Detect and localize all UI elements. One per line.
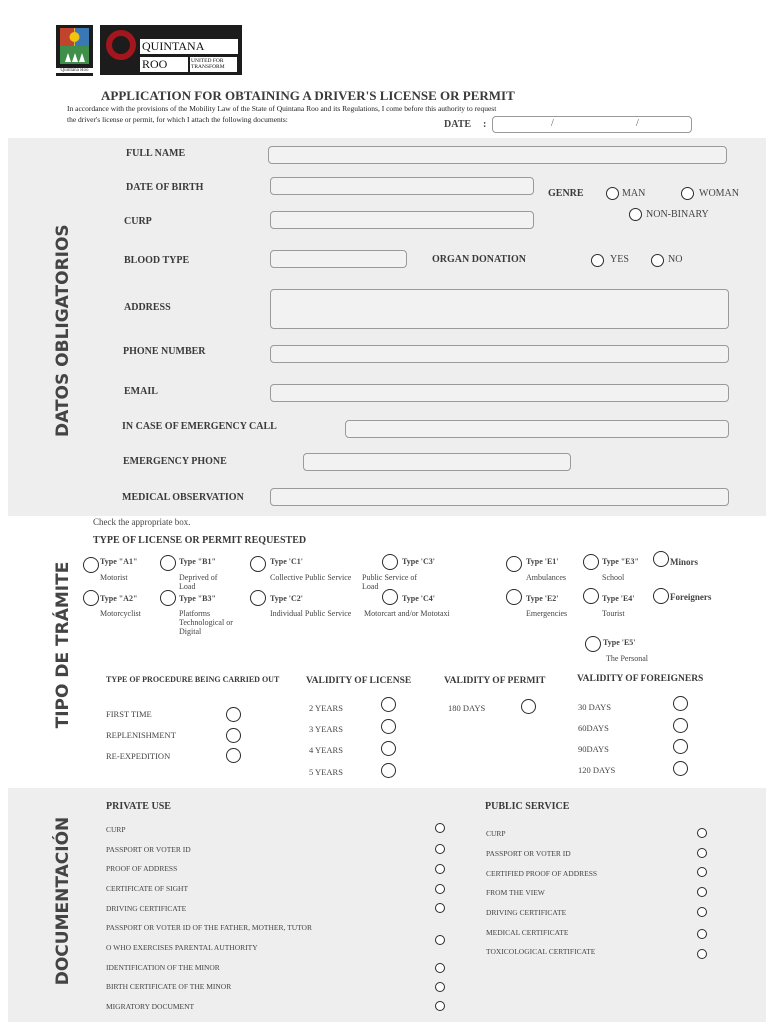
type-c4-desc: Motorcart and/or Mototaxi <box>364 609 450 618</box>
date-separator-1: / <box>551 118 554 129</box>
type-e2-code: Type 'E2' <box>526 594 559 603</box>
public-item-checkbox[interactable] <box>697 828 707 838</box>
type-b3-code: Type "B3" <box>179 594 216 603</box>
license-4-years-label: 4 YEARS <box>309 745 343 755</box>
genre-man-label: MAN <box>622 188 646 199</box>
intro-line-2: the driver's license or permit, for which I attach the following documents: <box>67 115 288 124</box>
genre-non-binary-radio[interactable] <box>629 208 642 221</box>
license-3-years-radio[interactable] <box>381 719 396 734</box>
type-e1-radio[interactable] <box>506 556 522 572</box>
organ-donation-label: ORGAN DONATION <box>432 254 526 265</box>
private-use-heading: PRIVATE USE <box>106 801 171 812</box>
private-item: CERTIFICATE OF SIGHT <box>106 884 189 893</box>
genre-non-binary-label: NON-BINARY <box>646 209 709 220</box>
public-item-checkbox[interactable] <box>697 907 707 917</box>
type-c4-radio[interactable] <box>382 589 398 605</box>
private-item-checkbox[interactable] <box>435 864 445 874</box>
type-e1-desc: Ambulances <box>526 573 566 582</box>
brand-tagline: UNITED FOR TRANSFORM <box>190 57 237 72</box>
type-c2-radio[interactable] <box>250 590 266 606</box>
type-e1-code: Type 'E1' <box>526 557 559 566</box>
emergency-phone-label: EMERGENCY PHONE <box>123 456 227 467</box>
organ-donation-no-radio[interactable] <box>651 254 664 267</box>
type-b3-radio[interactable] <box>160 590 176 606</box>
procedure-first-time-label: FIRST TIME <box>106 709 152 719</box>
public-item: CURP <box>486 829 506 838</box>
type-e3-code: Type "E3" <box>602 557 639 566</box>
private-item: CURP <box>106 825 126 834</box>
blood-type-label: BLOOD TYPE <box>124 255 190 266</box>
form-title: APPLICATION FOR OBTAINING A DRIVER'S LICENSE OR PERMIT <box>101 88 515 103</box>
license-3-years-label: 3 YEARS <box>309 724 343 734</box>
public-item-checkbox[interactable] <box>697 929 707 939</box>
private-item: MIGRATORY DOCUMENT <box>106 1002 195 1011</box>
logo-caption: Quintana Roo <box>56 68 93 73</box>
foreigners-90-days-label: 90DAYS <box>578 744 609 754</box>
email-label: EMAIL <box>124 386 158 397</box>
procedure-re-expedition-label: RE-EXPEDITION <box>106 751 171 761</box>
public-item-checkbox[interactable] <box>697 887 707 897</box>
tramite-section-title: TIPO DE TRÁMITE <box>53 561 73 729</box>
date-label: DATE <box>444 119 472 130</box>
private-item: O WHO EXERCISES PARENTAL AUTHORITY <box>106 943 258 952</box>
date-of-birth-field[interactable] <box>270 177 534 195</box>
foreigners-60-days-label: 60DAYS <box>578 723 609 733</box>
type-c3-radio[interactable] <box>382 554 398 570</box>
organ-donation-yes-radio[interactable] <box>591 254 604 267</box>
emergency-call-label: IN CASE OF EMERGENCY CALL <box>122 421 277 432</box>
address-label: ADDRESS <box>124 302 171 313</box>
type-e5-code: Type 'E5' <box>603 638 636 647</box>
public-item-checkbox[interactable] <box>697 848 707 858</box>
license-5-years-radio[interactable] <box>381 763 396 778</box>
emergency-call-field[interactable] <box>345 420 729 438</box>
private-item: BIRTH CERTIFICATE OF THE MINOR <box>106 982 232 991</box>
type-c1-radio[interactable] <box>250 556 266 572</box>
type-b3-desc: Platforms Technological or Digital <box>179 609 233 636</box>
phone-number-label: PHONE NUMBER <box>123 346 206 357</box>
private-item-checkbox[interactable] <box>435 903 445 913</box>
public-item: MEDICAL CERTIFICATE <box>486 928 569 937</box>
private-item-checkbox[interactable] <box>435 823 445 833</box>
foreigners-30-days-label: 30 DAYS <box>578 702 611 712</box>
type-e4-code: Type 'E4' <box>602 594 635 603</box>
type-c3-code: Type 'C3' <box>402 557 435 566</box>
procedure-first-time-radio[interactable] <box>226 707 241 722</box>
type-e5-desc: The Personal <box>606 654 648 663</box>
minors-radio[interactable] <box>653 551 669 567</box>
genre-man-radio[interactable] <box>606 187 619 200</box>
public-item: DRIVING CERTIFICATE <box>486 908 567 917</box>
public-item: CERTIFIED PROOF OF ADDRESS <box>486 869 598 878</box>
private-item-checkbox[interactable] <box>435 963 445 973</box>
license-type-heading: TYPE OF LICENSE OR PERMIT REQUESTED <box>93 535 307 546</box>
type-a1-desc: Motorist <box>100 573 128 582</box>
permit-validity-heading: VALIDITY OF PERMIT <box>444 676 546 686</box>
private-item: PASSPORT OR VOTER ID OF THE FATHER, MOTHER, TUTOR <box>106 923 312 932</box>
state-logo <box>56 25 93 76</box>
type-c1-code: Type 'C1' <box>270 557 303 566</box>
public-item-checkbox[interactable] <box>697 867 707 877</box>
procedure-heading: TYPE OF PROCEDURE BEING CARRIED OUT <box>106 675 280 684</box>
date-field[interactable] <box>492 116 692 133</box>
license-5-years-label: 5 YEARS <box>309 767 343 777</box>
public-item-checkbox[interactable] <box>697 949 707 959</box>
license-4-years-radio[interactable] <box>381 741 396 756</box>
permit-180-days-radio[interactable] <box>521 699 536 714</box>
type-c3-desc: Public Service of Load <box>362 573 418 591</box>
type-a2-radio[interactable] <box>83 590 99 606</box>
address-field[interactable] <box>270 289 729 329</box>
type-a1-code: Type "A1" <box>100 557 138 566</box>
private-item-checkbox[interactable] <box>435 844 445 854</box>
foreigners-label: Foreigners <box>670 592 712 602</box>
foreigners-60-days-radio[interactable] <box>673 718 688 733</box>
type-e2-radio[interactable] <box>506 589 522 605</box>
license-2-years-label: 2 YEARS <box>309 703 343 713</box>
intro-line-1: In accordance with the provisions of the Mobility Law of the State of Quintana Roo and its Regulations, I come before this authority to request <box>67 104 497 113</box>
foreigners-30-days-radio[interactable] <box>673 696 688 711</box>
medical-observation-field[interactable] <box>270 488 729 506</box>
procedure-re-expedition-radio[interactable] <box>226 748 241 763</box>
genre-label: GENRE <box>548 188 584 199</box>
check-note: Check the appropriate box. <box>93 517 191 527</box>
emergency-phone-field[interactable] <box>303 453 571 471</box>
minors-label: Minors <box>670 557 698 567</box>
email-field[interactable] <box>270 384 729 402</box>
type-a2-desc: Motorcyclist <box>100 609 141 618</box>
type-e4-radio[interactable] <box>583 588 599 604</box>
private-item-checkbox[interactable] <box>435 1001 445 1011</box>
type-b1-radio[interactable] <box>160 555 176 571</box>
type-c2-code: Type 'C2' <box>270 594 303 603</box>
organ-donation-no-label: NO <box>668 254 683 265</box>
type-b1-desc: Deprived of Load <box>179 573 218 591</box>
type-e3-radio[interactable] <box>583 554 599 570</box>
public-item: PASSPORT OR VOTER ID <box>486 849 571 858</box>
type-a1-radio[interactable] <box>83 557 99 573</box>
foreigners-validity-heading: VALIDITY OF FOREIGNERS <box>577 674 704 684</box>
license-validity-heading: VALIDITY OF LICENSE <box>306 676 412 686</box>
public-item: FROM THE VIEW <box>486 888 545 897</box>
public-service-heading: PUBLIC SERVICE <box>485 801 570 812</box>
genre-woman-radio[interactable] <box>681 187 694 200</box>
private-item: PASSPORT OR VOTER ID <box>106 845 191 854</box>
type-b1-code: Type "B1" <box>179 557 216 566</box>
type-e3-desc: School <box>602 573 625 582</box>
foreigners-radio[interactable] <box>653 588 669 604</box>
foreigners-120-days-label: 120 DAYS <box>578 765 616 775</box>
brand-logo <box>100 25 242 75</box>
date-of-birth-label: DATE OF BIRTH <box>126 182 204 193</box>
phone-number-field[interactable] <box>270 345 729 363</box>
medical-observation-label: MEDICAL OBSERVATION <box>122 492 244 503</box>
private-item-checkbox[interactable] <box>435 935 445 945</box>
full-name-field[interactable] <box>268 146 727 164</box>
type-e5-radio[interactable] <box>585 636 601 652</box>
procedure-replenishment-radio[interactable] <box>226 728 241 743</box>
private-item: IDENTIFICATION OF THE MINOR <box>106 963 220 972</box>
brand-circle-icon <box>106 30 136 60</box>
type-a2-code: Type "A2" <box>100 594 138 603</box>
permit-180-days-label: 180 DAYS <box>448 703 486 713</box>
private-item-checkbox[interactable] <box>435 982 445 992</box>
datos-section-title: DATOS OBLIGATORIOS <box>53 224 73 437</box>
foreigners-120-days-radio[interactable] <box>673 761 688 776</box>
private-item-checkbox[interactable] <box>435 884 445 894</box>
license-2-years-radio[interactable] <box>381 697 396 712</box>
organ-donation-yes-label: YES <box>610 254 629 265</box>
foreigners-90-days-radio[interactable] <box>673 739 688 754</box>
curp-field[interactable] <box>270 211 534 229</box>
date-colon: : <box>483 119 487 130</box>
type-c1-desc: Collective Public Service <box>270 573 352 582</box>
genre-woman-label: WOMAN <box>699 188 739 199</box>
brand-line1: QUINTANA <box>140 39 238 54</box>
coat-of-arms-icon <box>56 25 93 69</box>
brand-line2: ROO <box>140 57 188 72</box>
type-c4-code: Type 'C4' <box>402 594 435 603</box>
full-name-label: FULL NAME <box>126 148 186 159</box>
date-separator-2: / <box>636 118 639 129</box>
procedure-replenishment-label: REPLENISHMENT <box>106 730 176 740</box>
blood-type-field[interactable] <box>270 250 407 268</box>
curp-label: CURP <box>124 216 152 227</box>
private-item: DRIVING CERTIFICATE <box>106 904 187 913</box>
type-c2-desc: Individual Public Service <box>270 609 352 618</box>
type-e2-desc: Emergencies <box>526 609 568 618</box>
documentacion-section-title: DOCUMENTACIÓN <box>53 816 73 986</box>
public-item: TOXICOLOGICAL CERTIFICATE <box>486 947 596 956</box>
private-item: PROOF OF ADDRESS <box>106 864 178 873</box>
type-e4-desc: Tourist <box>602 609 625 618</box>
